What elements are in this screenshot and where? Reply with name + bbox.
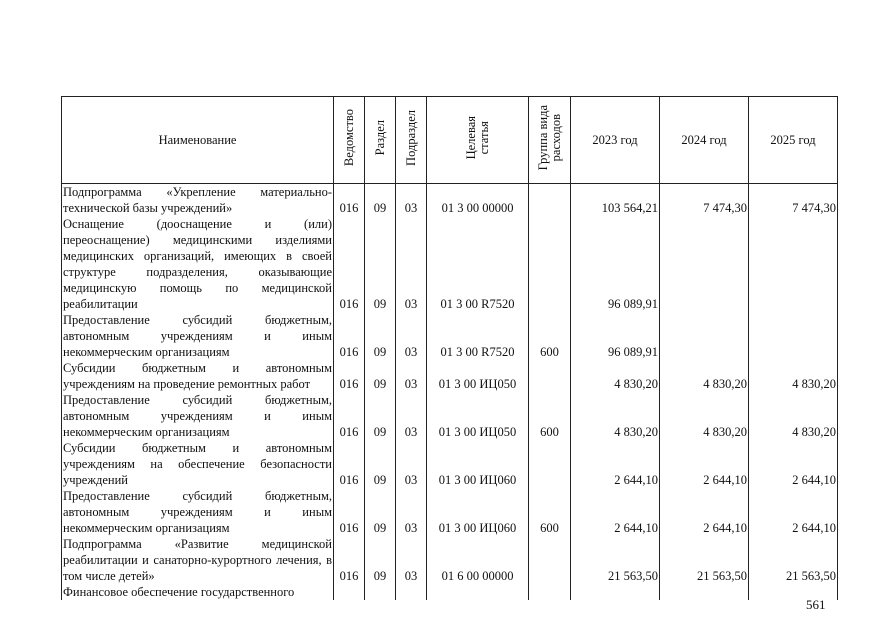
row-value-2025 <box>749 216 838 312</box>
row-value-2025: 21 563,50 <box>749 536 838 584</box>
row-ministry: 016 <box>334 392 365 440</box>
row-value-2025: 4 830,20 <box>749 360 838 392</box>
row-target-article: 01 3 00 ИЦ060 <box>427 488 529 536</box>
row-section: 09 <box>365 488 396 536</box>
header-2023: 2023 год <box>571 97 660 184</box>
table-row <box>62 536 838 584</box>
row-value-2025 <box>749 312 838 360</box>
budget-table <box>61 96 838 600</box>
row-value-2023: 4 830,20 <box>571 360 660 392</box>
row-expense-group <box>529 440 571 488</box>
row-section: 09 <box>365 216 396 312</box>
row-value-2024 <box>660 584 749 600</box>
row-target-article: 01 3 00 00000 <box>427 184 529 217</box>
row-expense-group <box>529 584 571 600</box>
table-row <box>62 488 838 536</box>
row-name: Подпрограмма «Развитие медицинской реабилитации и санаторно-курортного лечения, в том числе детей» <box>63 537 332 583</box>
row-value-2024: 2 644,10 <box>660 488 749 536</box>
row-subsection: 03 <box>396 536 427 584</box>
row-target-article: 01 3 00 ИЦ050 <box>427 392 529 440</box>
row-value-2023: 103 564,21 <box>571 184 660 217</box>
row-expense-group: 600 <box>529 488 571 536</box>
row-value-2025: 7 474,30 <box>749 184 838 217</box>
row-value-2024: 4 830,20 <box>660 360 749 392</box>
row-target-article: 01 3 00 ИЦ050 <box>427 360 529 392</box>
row-expense-group <box>529 184 571 217</box>
row-section: 09 <box>365 360 396 392</box>
row-subsection: 03 <box>396 440 427 488</box>
row-value-2024: 4 830,20 <box>660 392 749 440</box>
row-expense-group <box>529 536 571 584</box>
row-value-2024 <box>660 216 749 312</box>
row-ministry: 016 <box>334 312 365 360</box>
row-ministry: 016 <box>334 184 365 217</box>
row-subsection: 03 <box>396 184 427 217</box>
row-subsection: 03 <box>396 312 427 360</box>
header-expense-group: Группа вида расходов <box>529 97 571 184</box>
row-section: 09 <box>365 440 396 488</box>
row-section: 09 <box>365 184 396 217</box>
row-target-article <box>427 584 529 600</box>
table-row <box>62 360 838 392</box>
row-section: 09 <box>365 392 396 440</box>
row-value-2023: 21 563,50 <box>571 536 660 584</box>
row-value-2023 <box>571 584 660 600</box>
row-value-2024: 21 563,50 <box>660 536 749 584</box>
row-expense-group <box>529 216 571 312</box>
row-value-2023: 4 830,20 <box>571 392 660 440</box>
row-name: Оснащение (дооснащение и (или) переоснащение) медицинскими изделиями медицинских организаций, имеющих в своей структуре подразделения, оказывающие медицинскую помощь по медицинской реабилитации <box>63 217 332 311</box>
table-row <box>62 312 838 360</box>
header-ministry: Ведомство <box>334 97 365 184</box>
table-row <box>62 184 838 217</box>
row-value-2025: 2 644,10 <box>749 488 838 536</box>
row-name: Субсидии бюджетным и автономным учреждениям на проведение ремонтных работ <box>63 361 332 391</box>
row-subsection: 03 <box>396 488 427 536</box>
table-row <box>62 440 838 488</box>
table-row <box>62 584 838 600</box>
row-value-2024: 2 644,10 <box>660 440 749 488</box>
row-value-2024 <box>660 312 749 360</box>
row-ministry: 016 <box>334 488 365 536</box>
row-section: 09 <box>365 312 396 360</box>
row-value-2023: 96 089,91 <box>571 216 660 312</box>
row-value-2023: 2 644,10 <box>571 440 660 488</box>
row-name: Субсидии бюджетным и автономным учреждениям на обеспечение безопасности учреждений <box>63 441 332 487</box>
row-target-article: 01 6 00 00000 <box>427 536 529 584</box>
header-name: Наименование <box>62 97 334 184</box>
row-subsection: 03 <box>396 392 427 440</box>
row-ministry: 016 <box>334 440 365 488</box>
row-subsection: 03 <box>396 216 427 312</box>
table-row <box>62 392 838 440</box>
row-value-2025: 2 644,10 <box>749 440 838 488</box>
page-number: 561 <box>806 597 826 612</box>
row-ministry <box>334 584 365 600</box>
row-ministry: 016 <box>334 216 365 312</box>
row-subsection: 03 <box>396 360 427 392</box>
row-target-article: 01 3 00 R7520 <box>427 312 529 360</box>
row-ministry: 016 <box>334 536 365 584</box>
row-value-2023: 96 089,91 <box>571 312 660 360</box>
row-name: Предоставление субсидий бюджетным, автономным учреждениям и иным некоммерческим организациям <box>63 489 332 535</box>
header-row <box>62 97 838 184</box>
table-row <box>62 216 838 312</box>
row-value-2024: 7 474,30 <box>660 184 749 217</box>
row-name: Финансовое обеспечение государственного <box>62 584 334 600</box>
row-target-article: 01 3 00 ИЦ060 <box>427 440 529 488</box>
header-target-article: Целевая статья <box>427 97 529 184</box>
row-value-2023: 2 644,10 <box>571 488 660 536</box>
row-name: Подпрограмма «Укрепление материально-технической базы учреждений» <box>63 185 332 215</box>
header-2024: 2024 год <box>660 97 749 184</box>
row-section <box>365 584 396 600</box>
header-2025: 2025 год <box>749 97 838 184</box>
row-subsection <box>396 584 427 600</box>
row-name: Предоставление субсидий бюджетным, автономным учреждениям и иным некоммерческим организациям <box>63 313 332 359</box>
row-expense-group <box>529 360 571 392</box>
header-subsection: Подраздел <box>396 97 427 184</box>
header-section: Раздел <box>365 97 396 184</box>
row-expense-group: 600 <box>529 392 571 440</box>
row-target-article: 01 3 00 R7520 <box>427 216 529 312</box>
row-expense-group: 600 <box>529 312 571 360</box>
row-ministry: 016 <box>334 360 365 392</box>
row-name: Предоставление субсидий бюджетным, автономным учреждениям и иным некоммерческим организациям <box>63 393 332 439</box>
row-value-2025: 4 830,20 <box>749 392 838 440</box>
row-section: 09 <box>365 536 396 584</box>
